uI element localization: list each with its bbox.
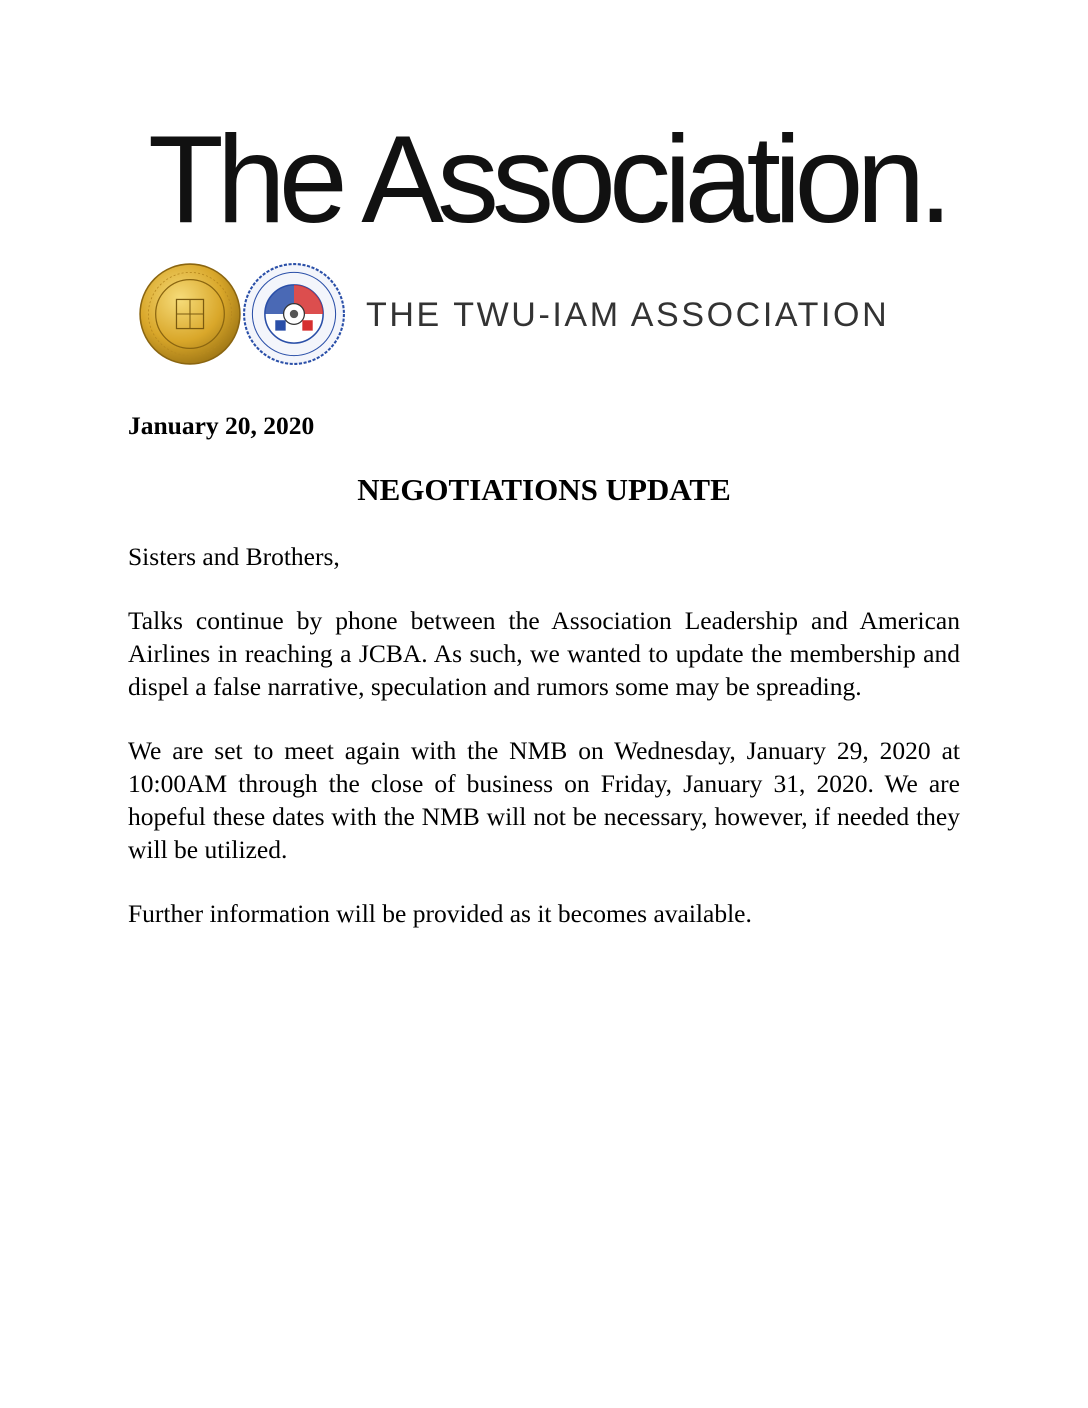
union-seals — [138, 262, 358, 372]
masthead-subtitle: THE TWU-IAM ASSOCIATION — [366, 296, 890, 334]
letter-date: January 20, 2020 — [128, 411, 315, 440]
letter-body — [128, 410, 960, 930]
letter-paragraph: Talks continue by phone between the Association Leadership and American Airlines in reaching a JCBA. As such, we wanted to update the membership and dispel a false narrative, speculation and rumors some may be spreading. — [128, 606, 960, 701]
letter-headline: NEGOTIATIONS UPDATE — [357, 472, 731, 507]
twu-seal-icon — [138, 262, 242, 366]
iam-seal-icon — [242, 262, 346, 366]
letter-paragraph: We are set to meet again with the NMB on Wednesday, January 29, 2020 at 10:00AM through the close of business on Friday, January 31, 2020. We are hopeful these dates with the NMB will not be necessary, however, if needed they will be utilized. — [128, 736, 960, 864]
letter-paragraph: Further information will be provided as it becomes available. — [128, 899, 752, 928]
letter-salutation: Sisters and Brothers, — [128, 542, 340, 571]
masthead-title: The Association. — [148, 111, 946, 249]
